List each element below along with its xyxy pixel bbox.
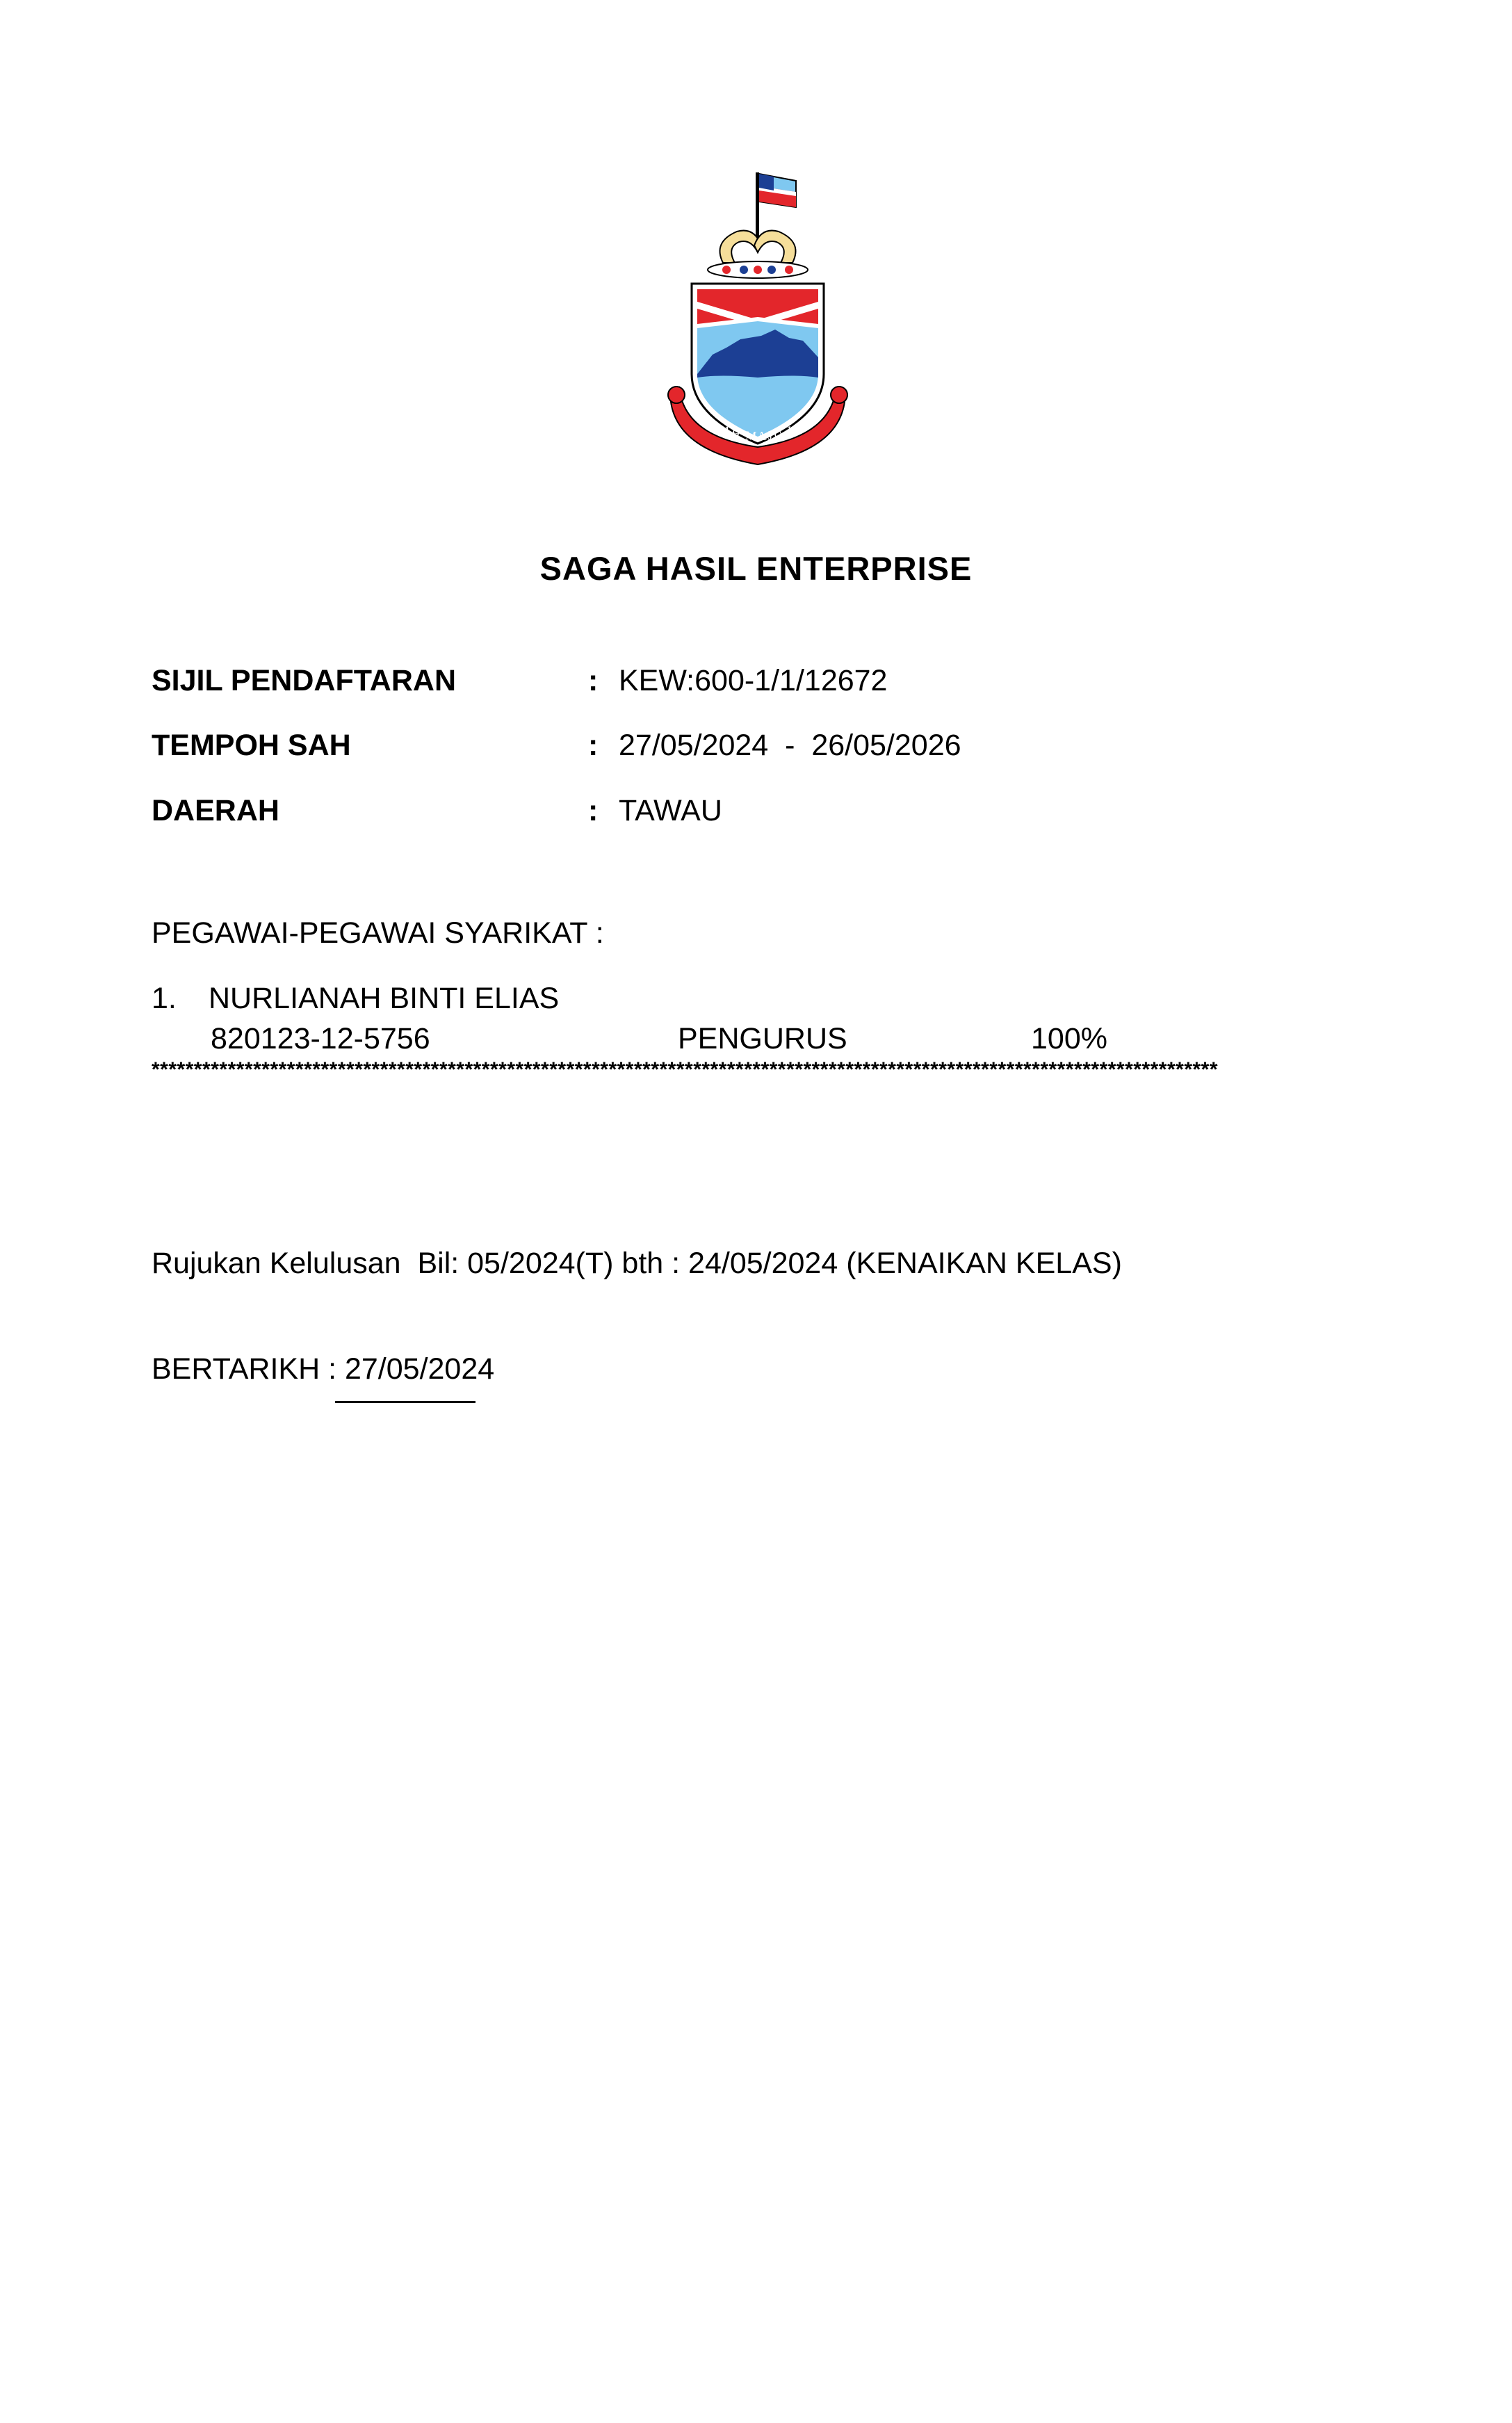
date-underline	[335, 1401, 475, 1403]
field-label-validity: TEMPOH SAH	[152, 729, 351, 762]
officer-position: PENGURUS	[678, 1022, 847, 1055]
company-name: SAGA HASIL ENTERPRISE	[539, 550, 973, 587]
approval-reference: Rujukan Kelulusan Bil: 05/2024(T) bth : 24/05/2024 (KENAIKAN KELAS)	[152, 1247, 1122, 1280]
crest-motto: SABAH MAJU JAYA	[693, 410, 822, 444]
officers-heading: PEGAWAI-PEGAWAI SYARIKAT :	[152, 916, 604, 950]
field-colon: :	[588, 729, 599, 762]
field-colon: :	[588, 664, 599, 697]
separator-line: ******************************************************************************************************************************	[152, 1058, 1219, 1081]
field-label-registration: SIJIL PENDAFTARAN	[152, 664, 456, 697]
field-label-district: DAERAH	[152, 794, 279, 827]
sabah-crest-logo	[657, 165, 859, 492]
date-value: 27/05/2024	[344, 1352, 495, 1386]
field-value-registration: KEW:600-1/1/12672	[619, 664, 888, 697]
officer-number: 1.	[152, 982, 177, 1015]
date-line	[152, 1352, 494, 1386]
date-label: BERTARIKH :	[152, 1352, 345, 1386]
field-value-validity: 27/05/2024 - 26/05/2026	[619, 729, 961, 762]
officer-name: NURLIANAH BINTI ELIAS	[209, 982, 560, 1015]
field-colon: :	[588, 794, 599, 827]
field-value-district: TAWAU	[619, 794, 722, 827]
officer-share: 100%	[1031, 1022, 1107, 1055]
officer-ic: 820123-12-5756	[211, 1022, 430, 1055]
